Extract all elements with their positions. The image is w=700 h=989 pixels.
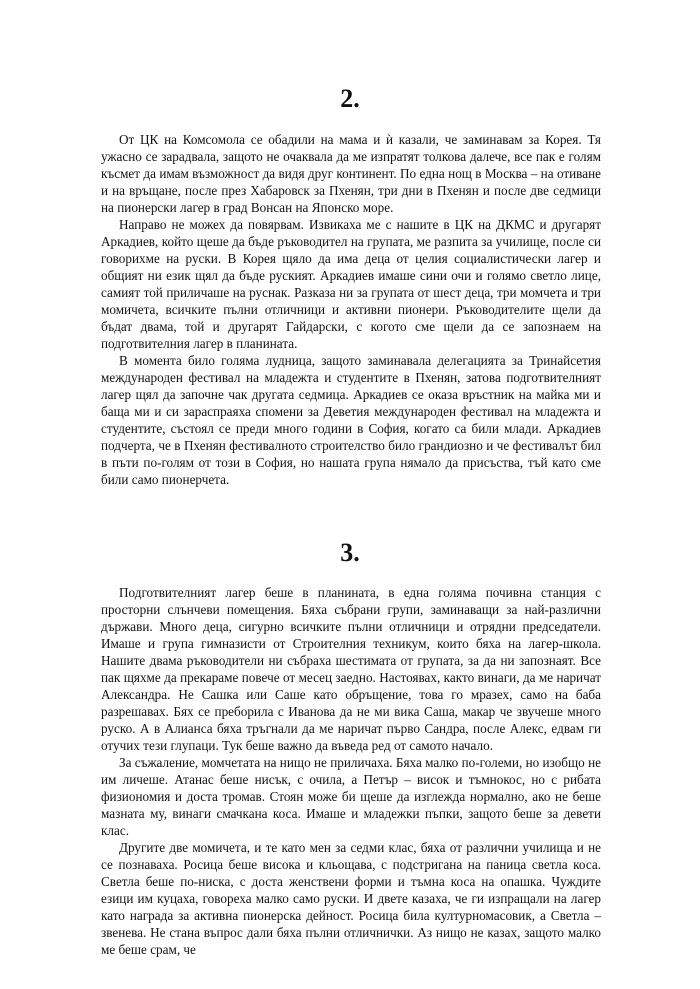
- chapter-heading: 3.: [340, 538, 360, 567]
- paragraph: Направо не можех да повярвам. Извикаха ме с нашите в ЦК на ДКМС и другарят Аркадиев, който щеше да бъде ръководител на групата, ме разпита за училище, после си говорихме на руски. В Корея щяло да има деца от целия социалистически лагер и общият ни език щял да бъде руският. Аркадиев имаше сини очи и голямо светло лице, самият той приличаше на руснак. Разказа ни за групата от шест деца, три момчета и три момичета, всичките пълни отличници и активни пионери. Ръководителите щели да бъдат двама, той и другарят Гайдарски, с когото сме щели да се запознаем на подготвителния лагер в планината.: [101, 217, 601, 351]
- paragraph: От ЦК на Комсомола се обадили на мама и ѝ казали, че заминавам за Корея. Тя ужасно се зарадвала, защото не очаквала да ме изпратят толкова далече, все пак е голям късмет да имам възможност да видя друг континент. По една нощ в Москва – на отиване и на връщане, после през Хабаровск за Пхенян, три дни в Пхенян и после две седмици на пионерски лагер в град Вонсан на Японско море.: [101, 132, 601, 215]
- chapter-body: [101, 584, 601, 958]
- chapter-heading: 2.: [340, 84, 360, 113]
- chapter-body: [101, 131, 601, 488]
- paragraph: Другите две момичета, и те като мен за седми клас, бяха от различни училища и не се познаваха. Росица беше висока и кльощава, с подстригана на паница светла коса. Светла беше по-ниска, с доста женствени форми и тъмна коса на опашка. Чуждите езици им куцаха, говореха малко само руски. И двете казаха, че ги изпращали на лагер като награда за активна пионерска дейност. Росица била културномасовик, а Светла – звенева. Не стана въпрос дали бяха пълни отличнички. Аз нищо не казах, защото малко ме беше срам, че: [101, 840, 601, 957]
- paragraph: В момента било голяма лудница, защото заминавала делегацията за Тринайсетия международен фестивал на младежта и студентите в Пхенян, затова подготвителният лагер щял да започне чак другата седмица. Аркадиев се оказа връстник на майка ми и баща ми и си зараспраяха спомени за Деветия международен фестивал на младежта и студентите, състоял се преди много години в София, когато са били млади. Аркадиев подчерта, че в Пхенян фестивалното строителство било грандиозно и че фестивалът бил в пъти по-голям от този в София, но нашата група нямало да присъства, тъй като сме били само пионерчета.: [101, 353, 601, 487]
- paragraph: За съжаление, момчетата на нищо не приличаха. Бяха малко по-големи, но изобщо не им личеше. Атанас беше нисък, с очила, а Петър – висок и тъмнокос, но с рибата физиономия и доста тромав. Стоян може би щеше да изглежда нормално, ако не беше мазната му, винаги смачкана коса. Имаше и младежки пъпки, защото беше за девети клас.: [101, 755, 601, 838]
- paragraph: Подготвителният лагер беше в планината, в една голяма почивна станция с просторни слънчеви помещения. Бяха събрани групи, заминаващи за най-различни държави. Много деца, сигурно всичките пълни отличници и отрядни председатели. Имаше и група гимназисти от Строителния техникум, които бяха на лагер-школа. Нашите двама ръководители ни събраха шестимата от групата, за да ни запознаят. Все пак щяхме да прекараме повече от месец заедно. Настоявах, както винаги, да ме наричат Александра. Не Сашка или Саше като обръщение, това го мразех, само на баба разрешавах. Бях се преборила с Иванова да не ми вика Саша, макар че звучеше много руско. А в Алианса бяха тръгнали да ме наричат първо Сандра, после Алекс, едвам ги отучих тези глупаци. Тук беше важно да въведа ред от самото начало.: [101, 585, 601, 753]
